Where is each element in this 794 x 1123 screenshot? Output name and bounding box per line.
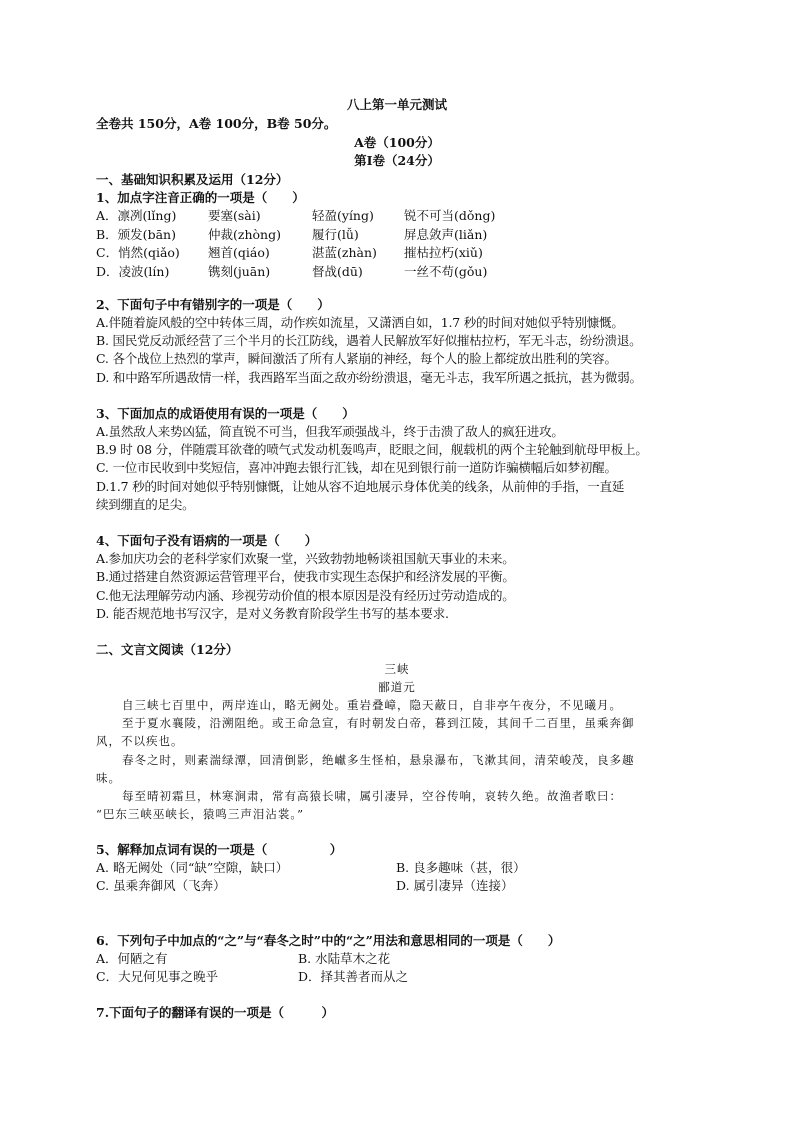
q6-option-b: B. 水陆草木之花 xyxy=(298,951,391,966)
q2-stem: 2、下面句子中有错别字的一项是（ ） xyxy=(96,297,330,312)
passage-line: 至于夏水襄陵，沿溯阻绝。或王命急宣，有时朝发白帝，暮到江陵，其间千二百里，虽乘奔御 xyxy=(122,716,635,730)
section1-heading: 一、基础知识积累及运用（12分） xyxy=(96,172,289,187)
q4-stem: 4、下面句子没有语病的一项是（ ） xyxy=(96,533,318,548)
q7-stem: 7.下面句子的翻译有误的一项是（ ） xyxy=(96,1005,335,1020)
q1-c-4: 摧枯拉朽(xiǔ) xyxy=(404,245,483,260)
page-title: 八上第一单元测试 xyxy=(346,97,447,112)
q1-d-1: D．凌波(lín) xyxy=(96,264,170,279)
q6-stem: 6．下列句子中加点的“之”与“春冬之时”中的“之”用法和意思相同的一项是（ ） xyxy=(96,933,561,948)
passage-line: 每至晴初霜旦，林寒涧肃，常有高猿长啸，属引凄异，空谷传响，哀转久绝。故渔者歌曰： xyxy=(122,789,622,803)
q6-option-d: D．择其善者而从之 xyxy=(298,969,409,984)
q1-d-2: 镌刻(juān) xyxy=(208,264,271,279)
q1-a-4: 锐不可当(dǒng) xyxy=(404,208,496,223)
q6-option-c: C．大兄何见事之晚乎 xyxy=(96,969,219,984)
q1-a-1: A．凛冽(lǐng) xyxy=(96,208,177,223)
q4-option-b: B.通过搭建自然资源运营管理平台，使我市实现生态保护和经济发展的平衡。 xyxy=(96,569,515,584)
section2-heading: 二、文言文阅读（12分） xyxy=(96,642,239,657)
q4-option-c: C.他无法理解劳动内涵、珍视劳动价值的根本原因是没有经历过劳动造成的。 xyxy=(96,588,515,603)
passage-line: 春冬之时，则素湍绿潭，回清倒影，绝𪩘多生怪柏，悬泉瀑布，飞漱其间，清荣峻茂，良多趣 xyxy=(122,753,635,767)
q5-option-b: B. 良多趣味（甚，很） xyxy=(396,860,526,875)
passage-line: 味。 xyxy=(96,771,121,785)
q1-d-3: 督战(dū) xyxy=(312,264,363,279)
q1-b-3: 履行(lǚ) xyxy=(312,227,359,242)
q1-stem: 1、加点字注音正确的一项是（ ） xyxy=(96,190,305,205)
passage-line: 风，不以疾也。 xyxy=(96,734,184,748)
a-volume-title: A卷（100分） xyxy=(354,135,440,150)
q1-b-4: 屏息敛声(liǎn) xyxy=(404,227,488,242)
q1-c-2: 翘首(qiáo) xyxy=(208,245,270,260)
q5-option-d: D. 属引凄异（连接） xyxy=(396,878,514,893)
q2-option-b: B. 国民党反动派经营了三个半月的长江防线，遇着人民解放军好似摧枯拉朽，军无斗志，纷纷溃退。 xyxy=(96,333,642,348)
q3-stem: 3、下面加点的成语使用有误的一项是（ ） xyxy=(96,406,355,421)
q5-stem: 5、解释加点词有误的一项是（ ） xyxy=(96,842,343,857)
score-line: 全卷共 150分，A卷 100分，B卷 50分。 xyxy=(96,116,337,131)
q2-option-a: A.伴随着旋风般的空中转体三周，动作疾如流星，又潇洒自如，1.7 秒的时间对她似乎特别慷慨。 xyxy=(96,315,624,330)
passage-line: 自三峡七百里中，两岸连山，略无阙处。重岩叠嶂，隐天蔽日，自非亭午夜分，不见曦月。 xyxy=(122,698,622,712)
passage-line: “巴东三峡巫峡长，猿鸣三声泪沾裳。” xyxy=(96,807,305,821)
q5-option-a: A. 略无阙处（同“缺”空隙，缺口） xyxy=(96,860,289,875)
q2-option-c: C. 各个战位上热烈的掌声，瞬间激活了所有人紧崩的神经，每个人的脸上都绽放出胜利的笑容。 xyxy=(96,351,617,366)
q1-d-4: 一丝不苟(gǒu) xyxy=(404,264,488,279)
q3-option-c: C. 一位市民收到中奖短信，喜冲冲跑去银行汇钱，却在见到银行前一道防诈骗横幅后如梦初醒。 xyxy=(96,460,617,475)
q3-option-d: D.1.7 秒的时间对她似乎特别慷慨，让她从容不迫地展示身体优美的线条，从前伸的手指，一直延 xyxy=(96,479,625,494)
q3-option-b: B.9 时 08 分，伴随震耳欲聋的喷气式发动机轰鸣声，眨眼之间，舰载机的两个主轮触到航母甲板上。 xyxy=(96,442,648,457)
q6-option-a: A．何陋之有 xyxy=(96,951,168,966)
q1-a-3: 轻盈(yíng) xyxy=(312,208,374,223)
q4-option-d: D. 能否规范地书写汉字，是对义务教育阶段学生书写的基本要求. xyxy=(96,606,449,621)
q2-option-d: D. 和中路军所遇敌情一样，我西路军当面之敌亦纷纷溃退，毫无斗志，我军所遇之抵抗，甚为微弱。 xyxy=(96,370,642,385)
q3-option-d-cont: 续到绷直的足尖。 xyxy=(96,497,195,512)
q1-b-1: B．颁发(bān) xyxy=(96,227,176,242)
q1-a-2: 要塞(sài) xyxy=(208,208,261,223)
q4-option-a: A.参加庆功会的老科学家们欢聚一堂，兴致勃勃地畅谈祖国航天事业的未来。 xyxy=(96,551,515,566)
q5-option-c: C. 虽乘奔御风（飞奔） xyxy=(96,878,226,893)
q3-option-a: A.虽然敌人来势凶猛，简直锐不可当，但我军顽强战斗，终于击溃了敌人的疯狂进攻。 xyxy=(96,424,564,439)
q1-b-2: 仲裁(zhòng) xyxy=(208,227,281,242)
passage-title: 三峡 xyxy=(384,662,410,676)
q1-c-3: 湛蓝(zhàn) xyxy=(312,245,377,260)
passage-author: 郦道元 xyxy=(378,680,416,694)
q1-c-1: C．悄然(qiǎo) xyxy=(96,245,180,260)
part1-title: 第Ⅰ卷（24分） xyxy=(354,153,440,168)
